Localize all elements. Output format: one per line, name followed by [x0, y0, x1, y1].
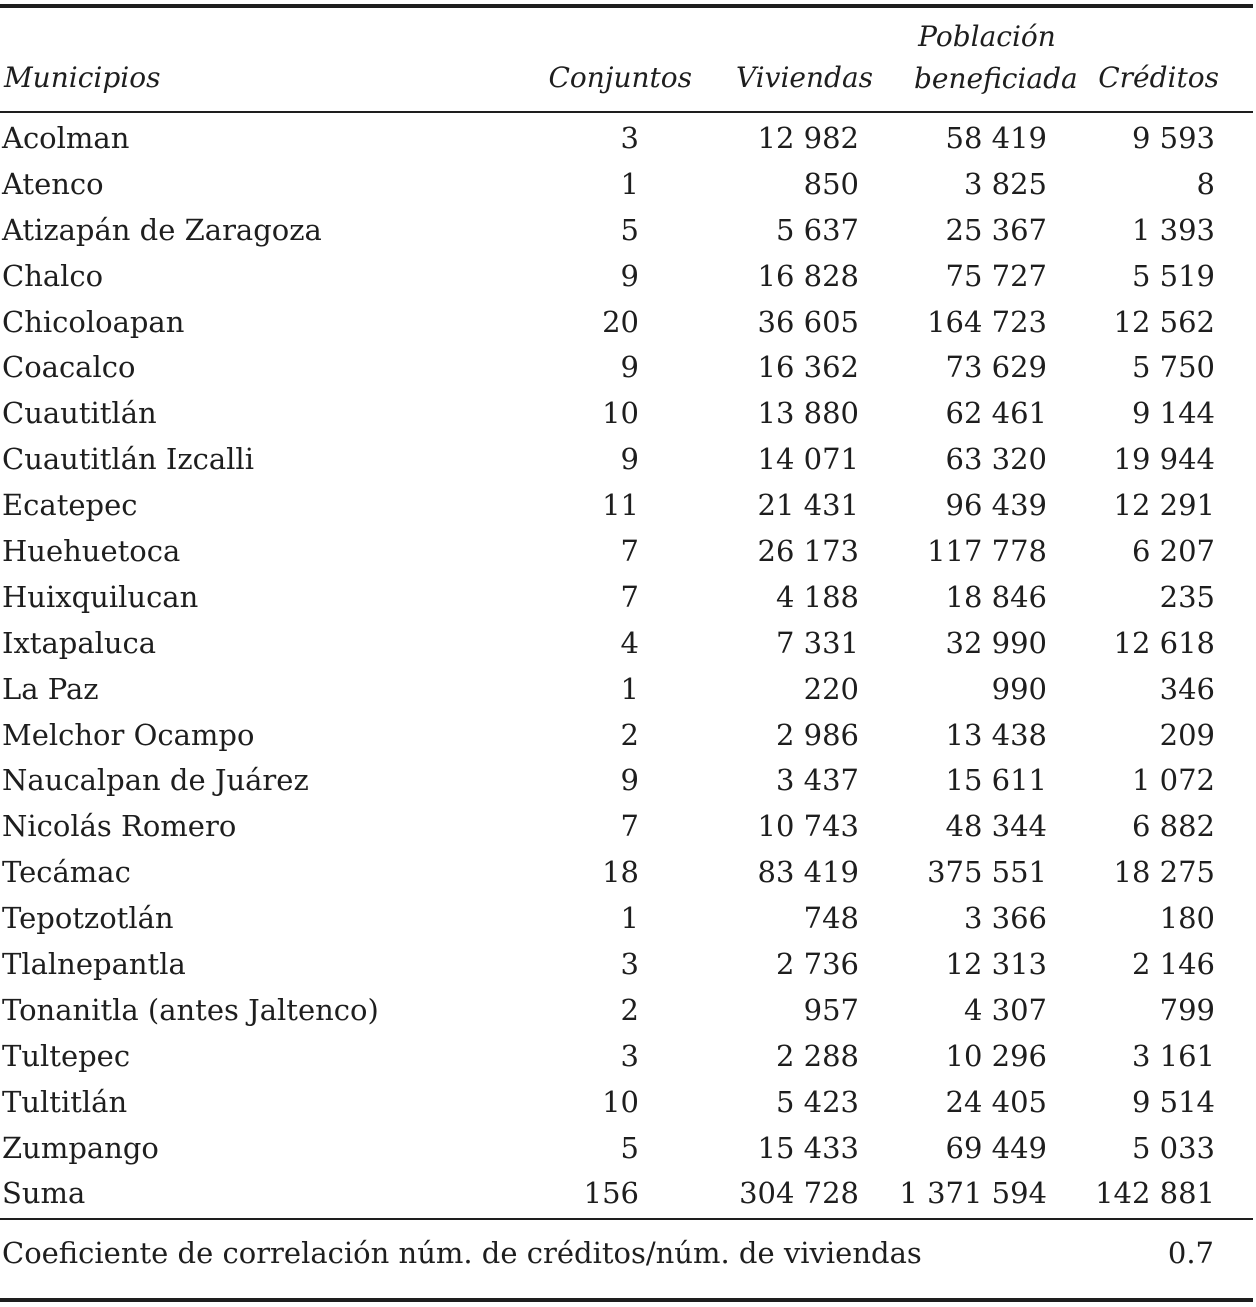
viviendas-cell: 16 828: [757, 258, 859, 293]
poblacion-cell: 990: [991, 671, 1047, 706]
municipio-cell: Coacalco: [2, 350, 136, 385]
table-row: [0, 1080, 1253, 1126]
poblacion-cell: 3 825: [963, 166, 1047, 201]
conjuntos-cell: 5: [620, 212, 639, 247]
conjuntos-cell: 10: [602, 1084, 639, 1119]
creditos-cell: 19 944: [1113, 442, 1215, 477]
conjuntos-cell: 4: [620, 625, 639, 660]
creditos-cell: 209: [1159, 717, 1215, 752]
viviendas-cell: 850: [803, 166, 859, 201]
municipio-cell: Tultepec: [2, 1038, 131, 1073]
conjuntos-cell: 9: [620, 258, 639, 293]
creditos-cell: 799: [1159, 992, 1215, 1027]
poblacion-cell: 375 551: [927, 855, 1047, 890]
poblacion-cell: 12 313: [945, 947, 1047, 982]
creditos-cell: 235: [1159, 579, 1215, 614]
conjuntos-cell: 11: [602, 488, 639, 523]
conjuntos-cell: 3: [620, 121, 639, 155]
creditos-cell: 3 161: [1131, 1038, 1215, 1073]
table-row: [0, 988, 1253, 1034]
municipio-cell: Zumpango: [2, 1130, 159, 1165]
creditos-cell: 2 146: [1131, 947, 1215, 982]
poblacion-cell: 62 461: [945, 396, 1047, 431]
table-row: [0, 713, 1253, 759]
conjuntos-cell: 9: [620, 350, 639, 385]
header-viviendas: Viviendas: [735, 61, 873, 94]
poblacion-cell: 96 439: [945, 488, 1047, 523]
municipio-cell: Tepotzotlán: [2, 901, 174, 936]
viviendas-cell: 748: [803, 901, 859, 936]
viviendas-cell: 26 173: [757, 534, 859, 569]
poblacion-cell: 13 438: [945, 717, 1047, 752]
poblacion-cell: 164 723: [927, 304, 1047, 339]
municipio-cell: Tonanitla (antes Jaltenco): [2, 992, 379, 1027]
conjuntos-cell: 156: [583, 1176, 639, 1211]
sum-rule: [0, 1218, 1253, 1220]
table-row: [0, 621, 1253, 667]
viviendas-cell: 220: [803, 671, 859, 706]
poblacion-cell: 10 296: [945, 1038, 1047, 1073]
creditos-cell: 12 618: [1113, 625, 1215, 660]
municipio-cell: Naucalpan de Juárez: [2, 763, 309, 798]
municipio-cell: Suma: [2, 1176, 86, 1211]
viviendas-cell: 83 419: [757, 855, 859, 890]
municipio-cell: Cuautitlán: [2, 396, 157, 431]
table-row: [0, 850, 1253, 896]
viviendas-cell: 14 071: [757, 442, 859, 477]
viviendas-cell: 16 362: [757, 350, 859, 385]
viviendas-cell: 7 331: [775, 625, 859, 660]
correlation-value: 0.7: [1167, 1236, 1214, 1270]
conjuntos-cell: 5: [620, 1130, 639, 1165]
table-row: [0, 1126, 1253, 1172]
viviendas-cell: 12 982: [757, 121, 859, 155]
header-poblacion-line1: Población: [918, 20, 1056, 53]
table-row: [0, 300, 1253, 346]
header-municipios: Municipios: [4, 61, 161, 94]
conjuntos-cell: 1: [620, 671, 639, 706]
municipio-cell: Melchor Ocampo: [2, 717, 255, 752]
viviendas-cell: 4 188: [775, 579, 859, 614]
viviendas-cell: 10 743: [757, 809, 859, 844]
table-row: [0, 575, 1253, 621]
municipio-cell: Huehuetoca: [2, 534, 181, 569]
poblacion-cell: 75 727: [945, 258, 1047, 293]
poblacion-cell: 73 629: [945, 350, 1047, 385]
municipio-cell: Tultitlán: [2, 1084, 128, 1119]
poblacion-cell: 25 367: [945, 212, 1047, 247]
creditos-cell: 1 072: [1131, 763, 1215, 798]
creditos-cell: 180: [1159, 901, 1215, 936]
viviendas-cell: 3 437: [775, 763, 859, 798]
creditos-cell: 9 144: [1131, 396, 1215, 431]
table-row: [0, 116, 1253, 162]
poblacion-cell: 58 419: [945, 121, 1047, 155]
viviendas-cell: 5 637: [775, 212, 859, 247]
conjuntos-cell: 1: [620, 901, 639, 936]
creditos-cell: 6 207: [1131, 534, 1215, 569]
poblacion-cell: 117 778: [927, 534, 1047, 569]
conjuntos-cell: 2: [620, 717, 639, 752]
municipio-cell: Tecámac: [2, 855, 131, 890]
header-rule: [0, 111, 1253, 113]
creditos-cell: 9 593: [1131, 121, 1215, 155]
poblacion-cell: 24 405: [945, 1084, 1047, 1119]
viviendas-cell: 36 605: [757, 304, 859, 339]
viviendas-cell: 15 433: [757, 1130, 859, 1165]
municipio-cell: Ixtapaluca: [2, 625, 157, 660]
viviendas-cell: 957: [803, 992, 859, 1027]
table-row: [0, 1171, 1253, 1217]
table-row: [0, 942, 1253, 988]
table-row: [0, 667, 1253, 713]
table-row: [0, 208, 1253, 254]
poblacion-cell: 63 320: [945, 442, 1047, 477]
viviendas-cell: 2 986: [775, 717, 859, 752]
poblacion-cell: 4 307: [963, 992, 1047, 1027]
table-row: [0, 896, 1253, 942]
top-rule: [0, 4, 1253, 8]
bottom-rule: [0, 1298, 1253, 1302]
creditos-cell: 1 393: [1131, 212, 1215, 247]
header-creditos: Créditos: [1098, 61, 1219, 94]
conjuntos-cell: 7: [620, 579, 639, 614]
viviendas-cell: 13 880: [757, 396, 859, 431]
conjuntos-cell: 1: [620, 166, 639, 201]
creditos-cell: 142 881: [1095, 1176, 1215, 1211]
conjuntos-cell: 9: [620, 442, 639, 477]
viviendas-cell: 2 736: [775, 947, 859, 982]
viviendas-cell: 21 431: [757, 488, 859, 523]
table-row: [0, 391, 1253, 437]
conjuntos-cell: 3: [620, 1038, 639, 1073]
municipio-cell: Cuautitlán Izcalli: [2, 442, 254, 477]
creditos-cell: 9 514: [1131, 1084, 1215, 1119]
table-row: [0, 1034, 1253, 1080]
poblacion-cell: 18 846: [945, 579, 1047, 614]
viviendas-cell: 5 423: [775, 1084, 859, 1119]
conjuntos-cell: 18: [602, 855, 639, 890]
conjuntos-cell: 10: [602, 396, 639, 431]
municipio-cell: Acolman: [2, 121, 130, 155]
header-conjuntos: Conjuntos: [548, 61, 692, 94]
table-row: [0, 162, 1253, 208]
poblacion-cell: 48 344: [945, 809, 1047, 844]
municipio-cell: Chicoloapan: [2, 304, 185, 339]
conjuntos-cell: 7: [620, 809, 639, 844]
municipio-cell: La Paz: [2, 671, 99, 706]
creditos-cell: 18 275: [1113, 855, 1215, 890]
table-row: [0, 345, 1253, 391]
conjuntos-cell: 9: [620, 763, 639, 798]
conjuntos-cell: 20: [602, 304, 639, 339]
header-poblacion-beneficiada: [914, 20, 1078, 104]
creditos-cell: 5 750: [1131, 350, 1215, 385]
table-row: [0, 437, 1253, 483]
poblacion-cell: 15 611: [945, 763, 1047, 798]
poblacion-cell: 32 990: [945, 625, 1047, 660]
creditos-cell: 12 291: [1113, 488, 1215, 523]
conjuntos-cell: 2: [620, 992, 639, 1027]
municipio-cell: Atizapán de Zaragoza: [2, 212, 322, 247]
viviendas-cell: 304 728: [739, 1176, 859, 1211]
correlation-label: Coeficiente de correlación núm. de créditos/núm. de viviendas: [2, 1236, 922, 1270]
correlation-note: [2, 1228, 1214, 1278]
poblacion-cell: 69 449: [945, 1130, 1047, 1165]
creditos-cell: 5 519: [1131, 258, 1215, 293]
municipio-cell: Atenco: [2, 166, 104, 201]
table-body: [0, 116, 1253, 1217]
conjuntos-cell: 7: [620, 534, 639, 569]
viviendas-cell: 2 288: [775, 1038, 859, 1073]
creditos-cell: 6 882: [1131, 809, 1215, 844]
municipio-cell: Ecatepec: [2, 488, 138, 523]
creditos-cell: 346: [1159, 671, 1215, 706]
header-poblacion-line2: beneficiada: [914, 62, 1078, 95]
municipio-cell: Huixquilucan: [2, 579, 199, 614]
poblacion-cell: 1 371 594: [899, 1176, 1047, 1211]
creditos-cell: 8: [1196, 166, 1215, 201]
poblacion-cell: 3 366: [963, 901, 1047, 936]
table-row: [0, 254, 1253, 300]
table-row: [0, 804, 1253, 850]
table-row: [0, 483, 1253, 529]
table-row: [0, 529, 1253, 575]
municipio-cell: Tlalnepantla: [2, 947, 186, 982]
creditos-cell: 12 562: [1113, 304, 1215, 339]
creditos-cell: 5 033: [1131, 1130, 1215, 1165]
municipio-cell: Nicolás Romero: [2, 809, 237, 844]
table-row: [0, 758, 1253, 804]
municipio-cell: Chalco: [2, 258, 104, 293]
conjuntos-cell: 3: [620, 947, 639, 982]
